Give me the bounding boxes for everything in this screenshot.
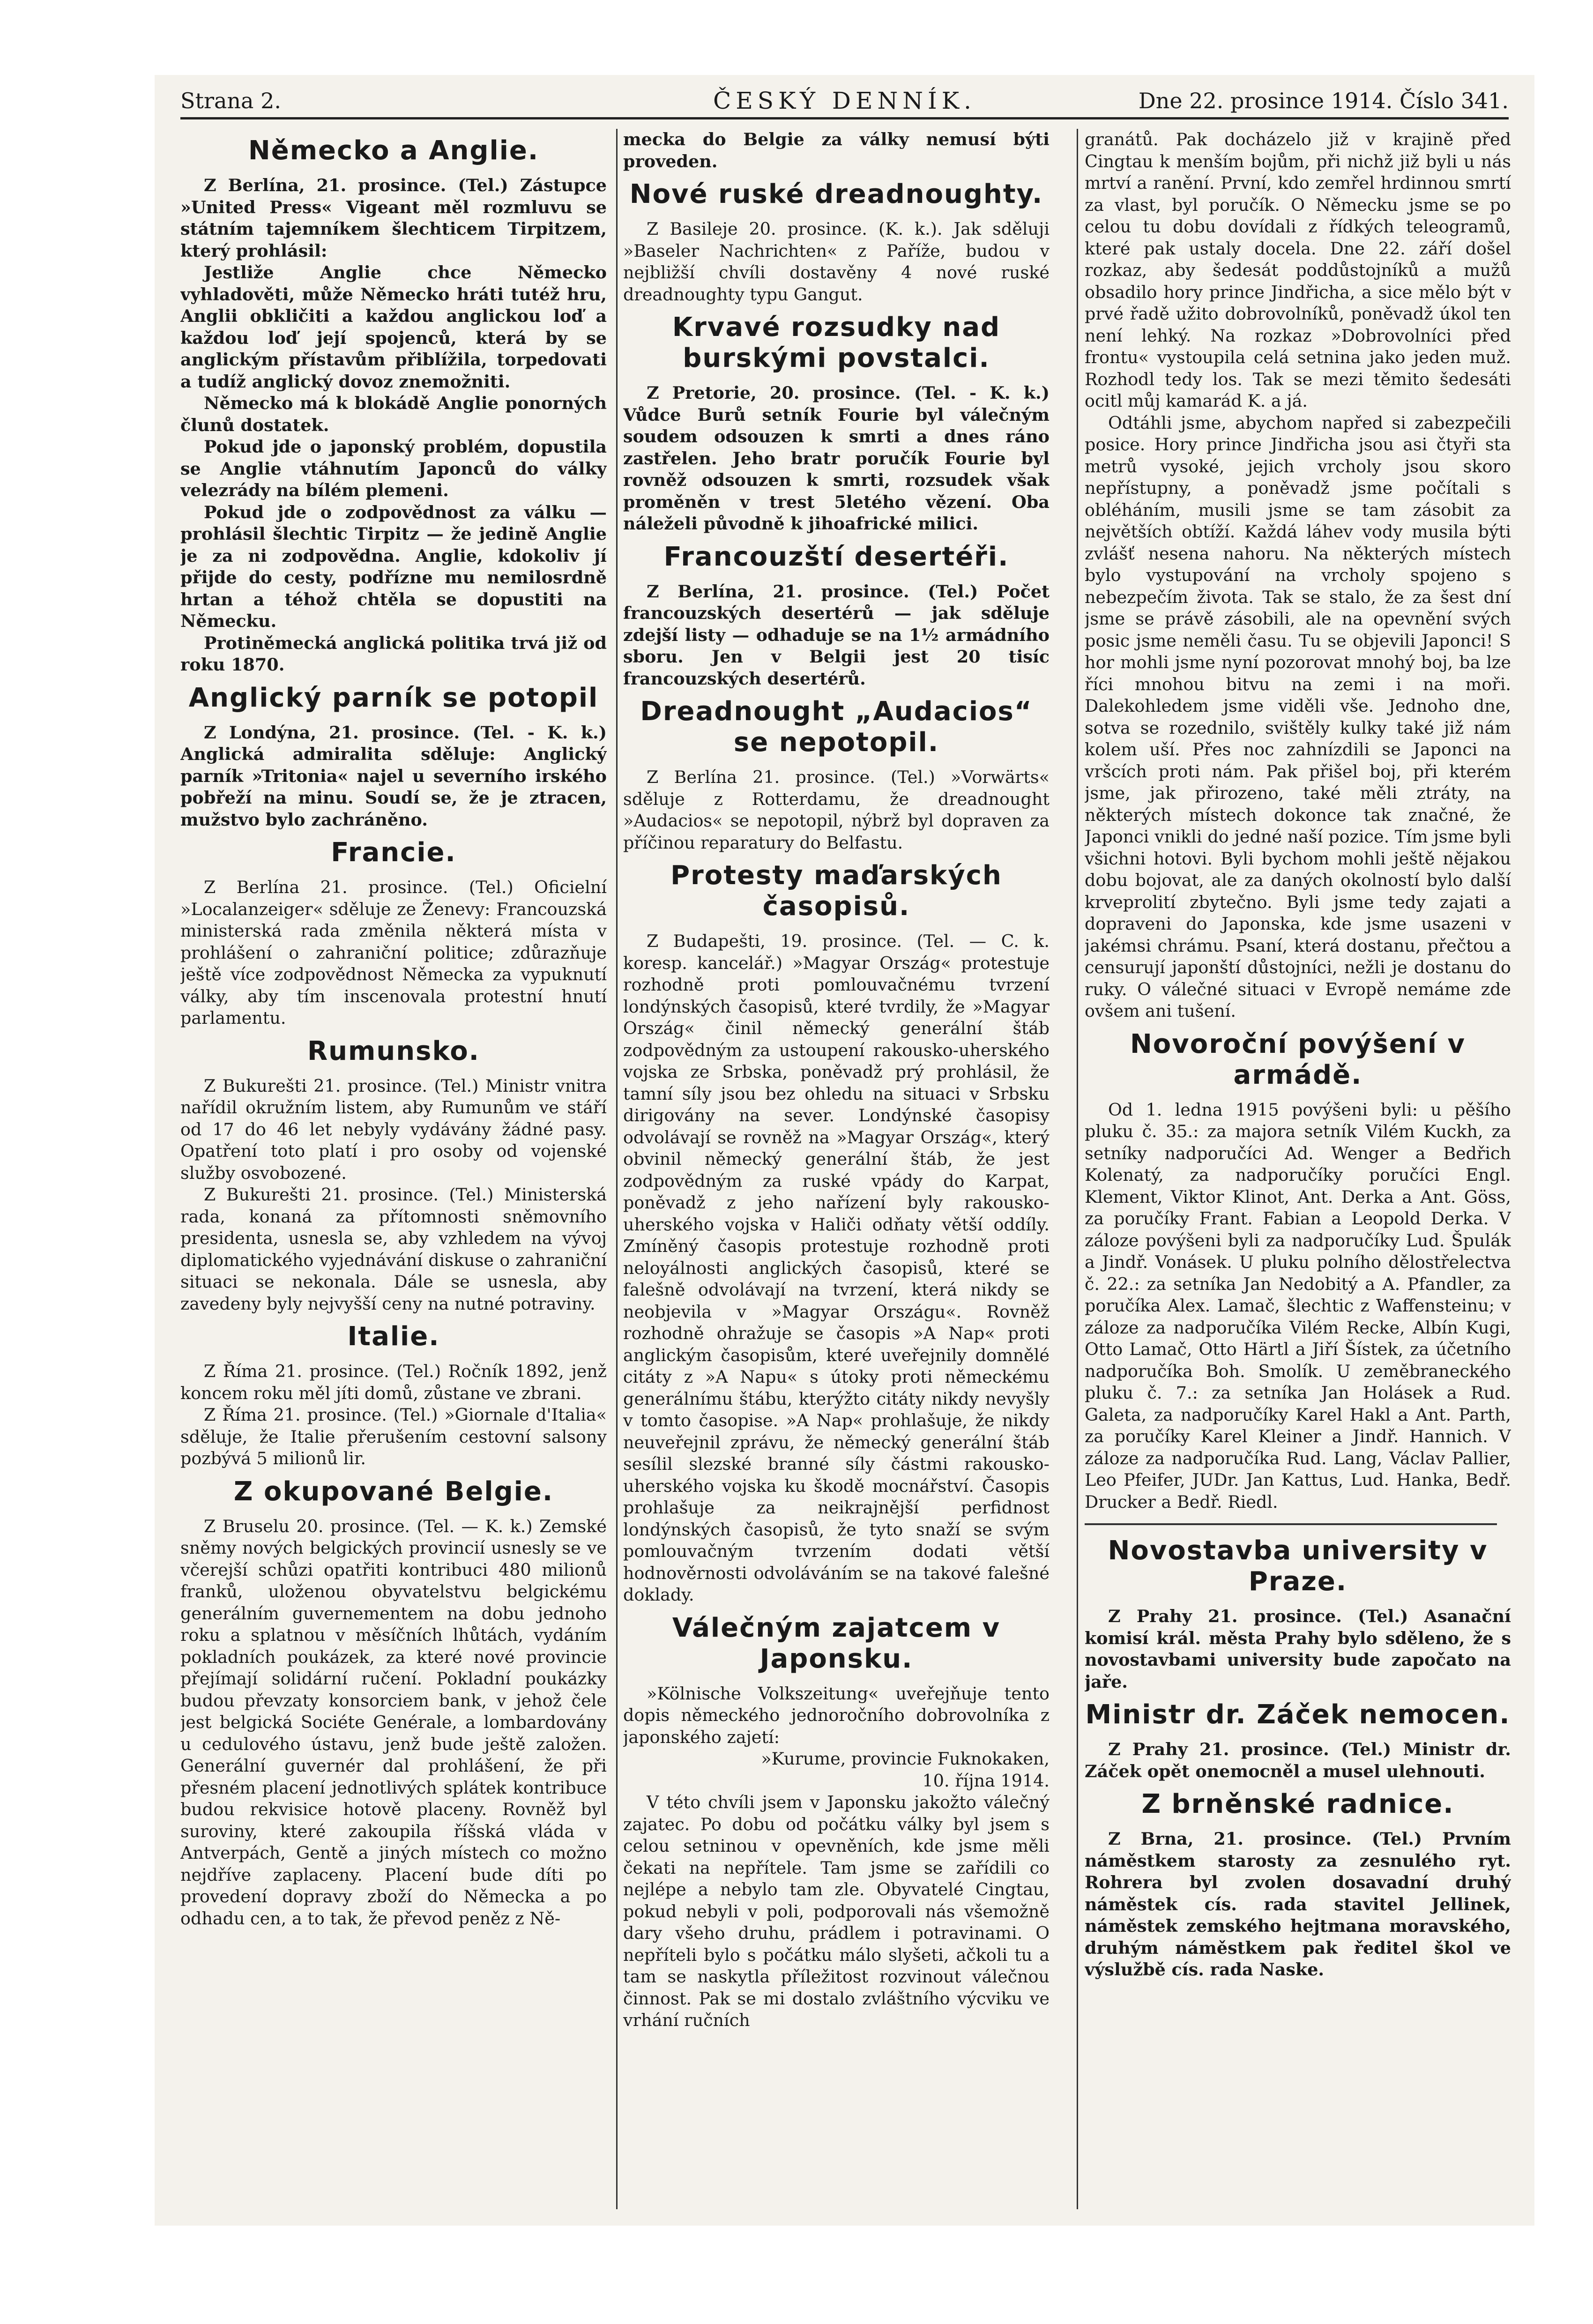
column-3 bbox=[1085, 129, 1511, 2214]
column-divider bbox=[616, 129, 618, 2209]
article-paragraph: Jestliže Anglie chce Německo vyhladověti, může Německo hráti tutéž hru, Anglii obkličiti a každou anglickou loď a každou loď její spojenců, která by se anglickým přístavům přiblížila, torpedovati a tudíž anglický dovoz znemožniti. bbox=[180, 262, 607, 392]
section-divider bbox=[1085, 1523, 1497, 1525]
article-headline: Ministr dr. Záček nemocen. bbox=[1085, 1699, 1511, 1730]
article-headline: Protesty maďarských časopisů. bbox=[670, 860, 1002, 922]
letter-date: 10. října 1914. bbox=[922, 1770, 1050, 1791]
article-paragraph: Z Budapešti, 19. prosince. (Tel. — C. k. koresp. kancelář.) »Magyar Ország« protestuje rozhodně proti pomlouvačnému tvrzení londýnských časopisů, které tvrdily, že »Magyar Ország« činil německý generální štáb zodpovědným za ustoupení rakousko-uherského vojska ze Srbska, poněvadž prý prohlásil, že tamní síly jsou bez ohledu na situaci v Srbsku dirigovány na sever. Londýnské časopisy odvolávají se rovněž na »Magyar Ország«, který obvinil německý generální štáb, že jest zodpovědným za ruské vpády do Karpat, poněvadž z jeho nařízení byly rakousko-uherského vojska v Haliči odňaty větší oddíly. Zmíněný časopis protestuje rozhodně proti neloyálnosti anglických časopisů, které se falešně odvolávají na tvrzení, která nikdy se neobjevila v »Magyar Országu«. Rovněž rozhodně ohražuje se časopis »A Nap« proti anglickým časopisům, které uveřejnily domnělé citáty z »A Napu« s útoky proti německému generálnímu štábu, kterýžto citáty nikdy nevyšly v tomto časopise. »A Nap« prohlašuje, že nikdy neuveřejnil zprávu, že německý generální štáb sesílil slezské branné síly částmi rakousko-uherského vojska ku škodě mocnářství. Časopis prohlašuje za neikrajnější perfidnost londýnských časopisů, že tyto snaží se svým pomlouvačným tvrzením dodati větší hodnověrnosti odvoláváním se na takové falešné doklady. bbox=[623, 931, 1050, 1605]
newspaper-page bbox=[155, 75, 1534, 2226]
article-paragraph: Z Berlína, 21. prosince. (Tel.) Počet francouzských desertérů — jak sděluje zdejší listy — odhaduje se na 1½ armádního sboru. Jen v Belgii jest 20 tisíc francouzských desertérů. bbox=[623, 581, 1050, 689]
article-paragraph: Z Brna, 21. prosince. (Tel.) Prvním náměstkem starosty za zesnulého ryt. Rohrera byl zvolen dosavadní druhý náměstek cís. rada stavitel Jellinek, náměstek zemského hejtmana moravského, druhým náměstkem pak ředitel škol ve výslužbě cís. rada Naske. bbox=[1085, 1829, 1511, 1980]
article-headline: Novostavba university v Praze. bbox=[1108, 1535, 1488, 1597]
column-divider bbox=[1077, 129, 1078, 2209]
article-paragraph: Pokud jde o japonský problém, dopustila se Anglie vtáhnutím Japonců do války velezrády na bílém plemeni. bbox=[180, 437, 607, 500]
article-paragraph: Z Říma 21. prosince. (Tel.) Ročník 1892, jenž koncem roku měl jíti domů, zůstane ve zbrani. bbox=[180, 1361, 607, 1403]
letter-place: »Kurume, provincie Fuknokaken, bbox=[761, 1749, 1050, 1769]
article-paragraph: Z Berlína 21. prosince. (Tel.) Oficielní »Localanzeiger« sděluje ze Ženevy: Francouzská ministerská rada změnila některá místa v prohlášení o zahraniční politice; zdůrazňuje ještě více zodpovědnost Německa za vypuknutí války, aby tím inscenovala protestní hnutí parlamentu. bbox=[180, 877, 607, 1028]
issue-date: Dne 22. prosince 1914. Číslo 341. bbox=[1138, 88, 1509, 113]
article-paragraph: Z Basileje 20. prosince. (K. k.). Jak sděluji »Baseler Nachrichten« z Paříže, budou v nejbližší chvíli dostavěny 4 nové ruské dreadnoughty typu Gangut. bbox=[623, 219, 1050, 305]
article-headline: Novoroční povýšení v armádě. bbox=[1130, 1028, 1466, 1090]
article-headline: Rumunsko. bbox=[307, 1035, 480, 1066]
article-paragraph: Německo má k blokádě Anglie ponorných člunů dostatek. bbox=[180, 393, 607, 435]
article-paragraph: Z Bukurešti 21. prosince. (Tel.) Ministerská rada, konaná za přítomnosti sněmovního presidenta, usnesla se, aby vzhledem na vývoj diplomatického vyjednávání diskuse o zahraniční situaci se nekonala. Dále se usnesla, aby zavedeny byly nejvyšší ceny na nutné potraviny. bbox=[180, 1184, 607, 1314]
article-paragraph: Z Bukurešti 21. prosince. (Tel.) Ministr vnitra nařídil okružním listem, aby Rumunům ve stáří od 17 do 46 let nebyly vydávány žádné pasy. Opatření toto platí i pro osoby od vojenské služby osvobozené. bbox=[180, 1075, 607, 1183]
article-headline: Z okupované Belgie. bbox=[233, 1476, 554, 1507]
page-header bbox=[180, 84, 1509, 119]
article-paragraph: Z Prahy 21. prosince. (Tel.) Asanační komisí král. města Prahy bylo sděleno, že s novostavbami university bude započato na jaře. bbox=[1085, 1606, 1511, 1692]
newspaper-title: ČESKÝ DENNÍK. bbox=[713, 87, 976, 114]
article-paragraph: mecka do Belgie za války nemusí býti proveden. bbox=[623, 129, 1050, 171]
article-headline: Dreadnought „Audacios“ se nepotopil. bbox=[640, 696, 1033, 758]
article-paragraph: Z Říma 21. prosince. (Tel.) »Giornale d'Italia« sděluje, že Italie přerušením cestovní salsony pozbývá 5 milionů lir. bbox=[180, 1405, 607, 1468]
article-headline: Nové ruské dreadnoughty. bbox=[629, 179, 1043, 209]
article-paragraph: Z Berlína 21. prosince. (Tel.) »Vorwärts« sděluje z Rotterdamu, že dreadnought »Audacios« se nepotopil, nýbrž byl dopraven za příčinou reparatury do Belfastu. bbox=[623, 767, 1050, 853]
article-paragraph: Z Berlína, 21. prosince. (Tel.) Zástupce »United Press« Vigeant měl rozmluvu se státním tajemníkem šlechticem Tirpitzem, který prohlásil: bbox=[180, 175, 607, 261]
article-paragraph: Pokud jde o zodpovědnost za válku — prohlásil šlechtic Tirpitz — že jedině Anglie je za ni zodpovědna. Anglie, kdokoliv jí přijde do cesty, podřízne mu nemilosrdně hrtan a téhož chtěla se dopustiti na Německu. bbox=[180, 502, 607, 631]
article-paragraph: »Kölnische Volkszeitung« uveřejňuje tento dopis německého jednoročního dobrovolníka z japonského zajetí: bbox=[623, 1683, 1050, 1747]
article-headline: Italie. bbox=[347, 1321, 440, 1352]
article-paragraph: Z Bruselu 20. prosince. (Tel. — K. k.) Zemské sněmy nových belgických provincií usnesly se ve včerejší schůzi opatřiti kontribuci 480 milionů franků, uloženou obyvatelstvu belgickému generálním guvernementem na dobu jednoho roku a splatnou v měsíčních lhůtách, vydáním pokladních poukázek, za které nové provincie přejímají solidární ručení. Pokladní poukázky budou převzaty konsorciem bank, v jehož čele jest belgická Sociéte Genérale, a lombardovány u cedulového ústavu, jenž bude ještě založen. Generální guvernér dal prohlášení, že při přesném placení jednotlivých splátek kontribuce budou rekvisice hotově placeny. Rovněž byl suroviny, které zakoupila říšská vláda v Antverpách, Gentě a jiných místech co možno nejdříve zaplaceny. Placení bude díti po provedení dopravy zboží do Německa a po odhadu cen, a to tak, že převod peněz z Ně- bbox=[180, 1516, 607, 1929]
article-paragraph: V této chvíli jsem v Japonsku jakožto válečný zajatec. Po dobu od počátku války byl jsem s celou setninou v opevněních, kde jsme měli čekati na nepřítele. Tam jsme se zařídili co nejlépe a nebylo tam zle. Obyvatelé Cingtau, pokud nebyli v poli, podporovali nás všemožně dary všeho druhu, prádlem i potravinami. O nepříteli bylo s počátku málo slyšeti, ačkoli tu a tam se naskytla příležitost rozvinout válečnou činnost. Pak se mi dostalo zvláštního výcviku ve vrhání ručních bbox=[623, 1792, 1050, 2030]
article-headline: Anglický parník se potopil bbox=[188, 682, 599, 713]
article-headline: Německo a Anglie. bbox=[248, 135, 539, 166]
column-1 bbox=[180, 129, 607, 2214]
article-headline: Francie. bbox=[331, 837, 456, 868]
article-headline: Válečným zajatcem v Japonsku. bbox=[672, 1612, 1001, 1674]
article-headline: Francouzští desertéři. bbox=[663, 541, 1009, 572]
article-headline: Krvavé rozsudky nad burskými povstalci. bbox=[672, 312, 1001, 373]
article-paragraph: Z Prahy 21. prosince. (Tel.) Ministr dr. Záček opět onemocněl a musel ulehnouti. bbox=[1085, 1739, 1511, 1781]
article-headline: Z brněnské radnice. bbox=[1141, 1789, 1454, 1819]
page-number: Strana 2. bbox=[180, 88, 281, 113]
article-paragraph: Od 1. ledna 1915 povýšeni byli: u pěšího pluku č. 35.: za majora setník Vilém Kuckh, za setníky nadporučíci Ad. Wenger a Bedřich Kolenatý, za nadporučíky poručíci Engl. Klement, Viktor Klinot, Ant. Derka a Ant. Göss, za poručíky Frant. Fabian a Leopold Derka. V záloze povýšeni byli za nadporučíky Lud. Špulák a Jindř. Vonásek. U pluku polního dělostřelectva č. 22.: za setníka Jan Nedobitý a A. Pfandler, za poručíka Alex. Lamač, šlechtic z Waffensteinu; v záloze za nadporučíka Vilém Recke, Albín Kugi, Otto Lamač, Otto Härtl a Jiří Šístek, za účetního nadporučíka Boh. Smolík. U zeměbraneckého pluku č. 7.: za setníka Jan Holásek a Rud. Galeta, za nadporučíky Karel Hakl a Ant. Parth, za poručíky Karel Kleiner a Jindř. Hannich. V záloze za nadporučíka Rud. Lang, Václav Pallier, Leo Pfeifer, JUDr. Jan Kattus, Lud. Hanka, Bedř. Drucker a Bedř. Riedl. bbox=[1085, 1099, 1511, 1512]
article-paragraph: Z Pretorie, 20. prosince. (Tel. - K. k.) Vůdce Burů setník Fourie byl válečným soudem odsouzen k smrti a dnes ráno zastřelen. Jeho bratr poručík Fourie byl rovněž odsouzen k smrti, rozsudek však proměněn v trest 5letého vězení. Oba náleželi původně k jihoafrické milici. bbox=[623, 383, 1050, 534]
article-paragraph: Odtáhli jsme, abychom napřed si zabezpečili posice. Hory prince Jindřicha jsou asi čtyři sta metrů vysoké, jejich vrcholy jsou skoro nepřístupny, a poněvadž jsme počítali s obléháním, musili jsme se tam zásobit za největších obtíží. Každá láhev vody musila býti zvlášť nesena nahoru. Na některých místech bylo vystupování na vrcholy spojeno s nebezpečím života. Tak se stalo, že za šest dní jsme se právě zásobili, ale na opevnění svých posic jsme neměli času. Tu se objevili Japonci! S hor mohli jsme nyní pozorovat mnohý boj, ba lze říci mnohou bitvu na zemi i na moři. Dalekohledem jsme viděli vše. Jednoho dne, sotva se rozednilo, svištěly kulky také již nám kolem uší. Přes noc zahnízdili se Japonci na vršcích proti nám. Pak přišel boj, při kterém jsme, jak přirozeno, také měli ztráty, na některých místech dokonce tak značné, že Japonci vnikli do jedné naší pozice. Tím jsme byli všichni hotovi. Byli bychom mohli ještě nějakou dobu bojovat, ale za daných okolností bylo další krveprolití zbytečno. Byli jsme tedy zajati a dopraveni do Japonska, kde jsme usazeni v jakémsi chrámu. Psaní, která dostanu, přečtou a censurují japonští důstojníci, nežli je dostanu do ruky. O válečné situaci v Evropě nemáme zde ovšem ani tušení. bbox=[1085, 412, 1511, 1021]
article-paragraph: Protiněmecká anglická politika trvá již od roku 1870. bbox=[180, 633, 607, 675]
article-paragraph: granátů. Pak docházelo již v krajině před Cingtau k menším bojům, při nichž již byli u nás mrtví a ranění. První, kdo zemřel hrdinnou smrtí za vlast, byl poručík. O Německu jsme se po celou tu dobu dovídali z řídkých teleogramů, které pak ustaly docela. Dne 22. září došel rozkaz, aby šedesát poddůstojníků a mužů obsadilo hory prince Jindřicha, a sice mělo být v prvé řadě užito dobrovolníků, poněvadž úkol ten není lehký. Na rozkaz »Dobrovolníci před frontu« vystoupila celá setnina jako jeden muž. Rozhodl tedy los. Tak se mezi těmito šedesáti ocitl můj kamarád K. a já. bbox=[1085, 129, 1511, 411]
column-2 bbox=[623, 129, 1050, 2214]
article-paragraph: Z Londýna, 21. prosince. (Tel. - K. k.) Anglická admiralita sděluje: Anglický parník »Tritonia« najel u severního irského pobřeží na minu. Soudí se, že je ztracen, mužstvo bylo zachráněno. bbox=[180, 722, 607, 830]
